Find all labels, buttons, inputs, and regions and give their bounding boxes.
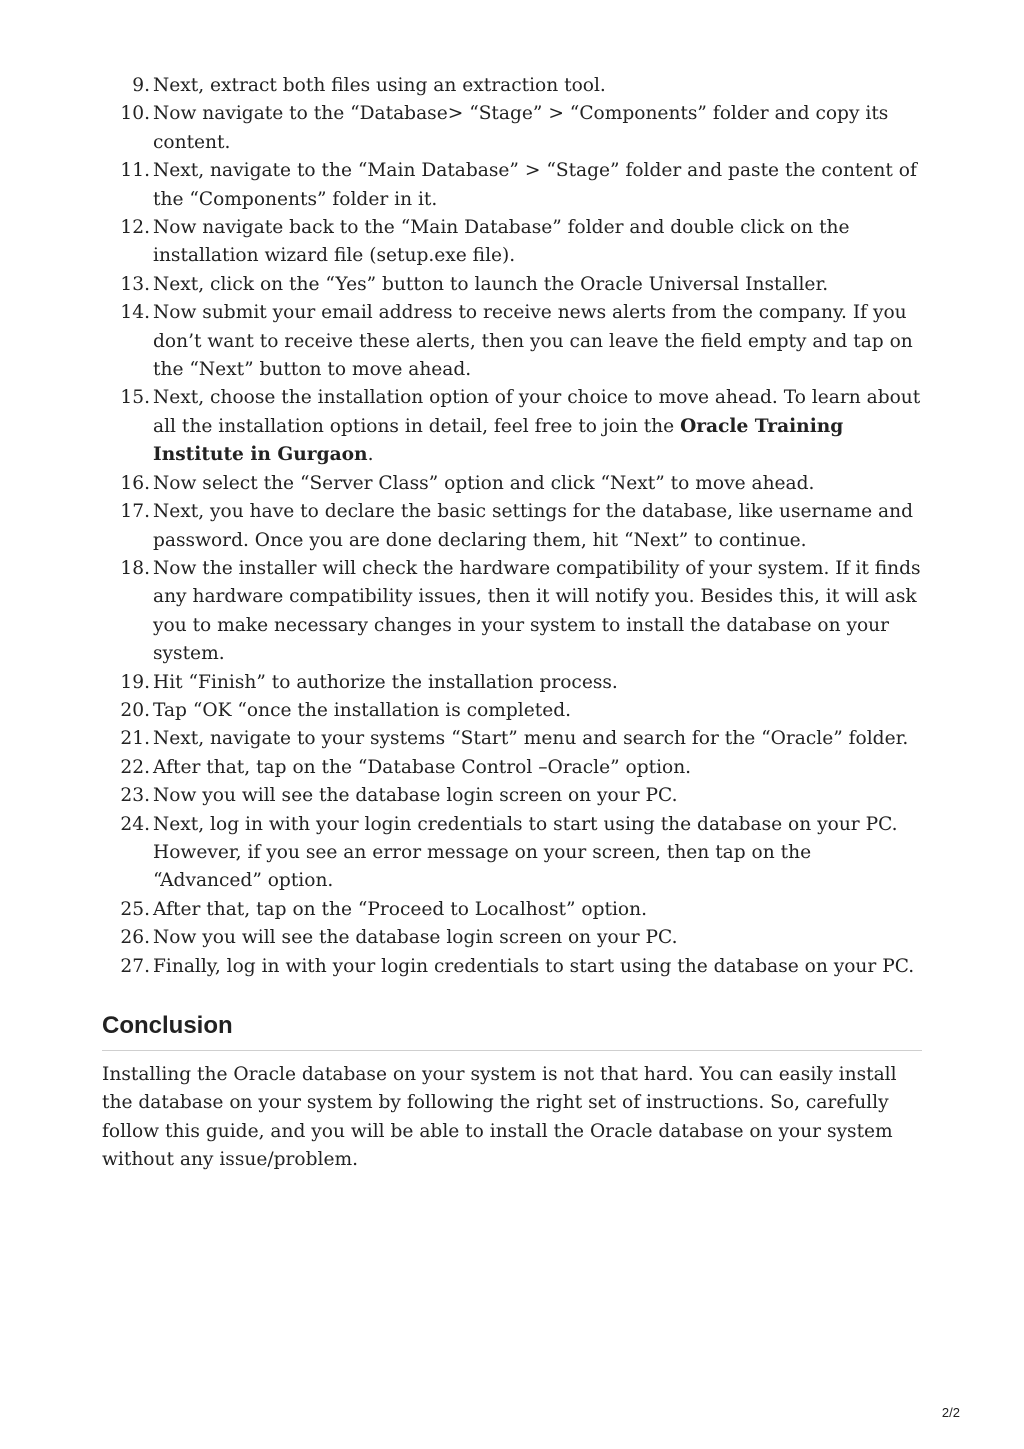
list-item	[102, 384, 924, 469]
step-text: Tap “OK “once the installation is completed.	[153, 699, 572, 721]
step-number: 18.	[120, 557, 150, 579]
list-item	[102, 782, 924, 810]
step-number: 9.	[132, 75, 150, 96]
step-number: 24.	[120, 813, 150, 835]
list-item	[102, 725, 924, 753]
list-item	[102, 72, 924, 100]
step-text: Hit “Finish” to authorize the installation process.	[153, 671, 618, 693]
step-number: 26.	[120, 927, 150, 949]
step-number: 16.	[120, 472, 150, 494]
list-item	[102, 811, 924, 896]
step-text: Now navigate back to the “Main Database” folder and double click on the installation wizard file (setup.exe file).	[153, 217, 850, 267]
step-text: Now you will see the database login screen on your PC.	[153, 927, 678, 949]
step-text: Now navigate to the “Database> “Stage” > “Components” folder and copy its content.	[153, 103, 889, 153]
list-item	[102, 498, 924, 555]
step-text: Next, click on the “Yes” button to launch the Oracle Universal Installer.	[153, 273, 829, 295]
step-number: 23.	[120, 785, 150, 807]
list-item	[102, 100, 924, 157]
step-text: Next, navigate to your systems “Start” menu and search for the “Oracle” folder.	[153, 728, 909, 750]
conclusion-heading: Conclusion	[102, 1012, 233, 1039]
step-text: Next, extract both files using an extraction tool.	[153, 75, 606, 96]
oracle-training-link-text: Oracle Training Institute in Gurgaon	[153, 415, 844, 466]
step-text: After that, tap on the “Database Control –Oracle” option.	[153, 756, 692, 778]
step-number: 27.	[120, 955, 150, 977]
step-text: Now submit your email address to receive news alerts from the company. If you don’t want to receive these alerts, then you can leave the field empty and tap on the “Next” button to move ahead.	[153, 302, 913, 381]
step-number: 15.	[120, 387, 150, 409]
list-item	[102, 669, 924, 697]
step-text: Now select the “Server Class” option and click “Next” to move ahead.	[153, 472, 815, 494]
list-item	[102, 953, 924, 981]
list-item	[102, 470, 924, 498]
step-text-after: .	[367, 444, 374, 466]
step-text: Finally, log in with your login credentials to start using the database on your PC.	[153, 955, 915, 977]
step-number: 22.	[120, 756, 150, 778]
step-text: Next, navigate to the “Main Database” > “Stage” folder and paste the content of the “Components” folder in it.	[153, 160, 917, 210]
step-number: 11.	[120, 160, 150, 182]
conclusion-paragraph: Installing the Oracle database on your system is not that hard. You can easily install the database on your system by following the right set of instructions. So, carefully follow this guide, and you will be able to install the Oracle database on your system without any issue/problem.	[102, 1064, 897, 1171]
step-number: 14.	[120, 302, 150, 324]
installation-steps-list	[102, 72, 924, 981]
step-text: After that, tap on the “Proceed to Localhost” option.	[153, 898, 647, 920]
list-item	[102, 896, 924, 924]
heading-divider	[102, 1050, 922, 1051]
step-text: Now the installer will check the hardware compatibility of your system. If it finds any hardware compatibility issues, then it will notify you. Besides this, it will ask you to make necessary changes in your system to install the database on your system.	[153, 557, 921, 665]
step-text: Now you will see the database login screen on your PC.	[153, 785, 678, 807]
step-number: 21.	[120, 728, 150, 750]
step-number: 13.	[120, 273, 150, 295]
step-text-before: Next, choose the installation option of your choice to move ahead. To learn about all the installation options in detail, feel free to join the	[153, 387, 921, 437]
list-item	[102, 214, 924, 271]
page-number: 2/2	[941, 1405, 960, 1420]
step-number: 25.	[120, 898, 150, 920]
step-number: 20.	[120, 699, 150, 721]
step-number: 19.	[120, 671, 150, 693]
step-number: 17.	[120, 501, 150, 523]
list-item	[102, 555, 924, 669]
step-number: 12.	[120, 217, 150, 239]
list-item	[102, 157, 924, 214]
step-text: Next, you have to declare the basic settings for the database, like username and password. Once you are done declaring them, hit “Next” to continue.	[153, 501, 913, 551]
step-number: 10.	[120, 103, 150, 125]
list-item	[102, 754, 924, 782]
list-item	[102, 299, 924, 384]
list-item	[102, 924, 924, 952]
list-item	[102, 697, 924, 725]
step-text: Next, log in with your login credentials to start using the database on your PC. However, if you see an error message on your screen, then tap on the “Advanced” option.	[153, 813, 898, 892]
list-item	[102, 271, 924, 299]
step-text	[153, 384, 924, 469]
